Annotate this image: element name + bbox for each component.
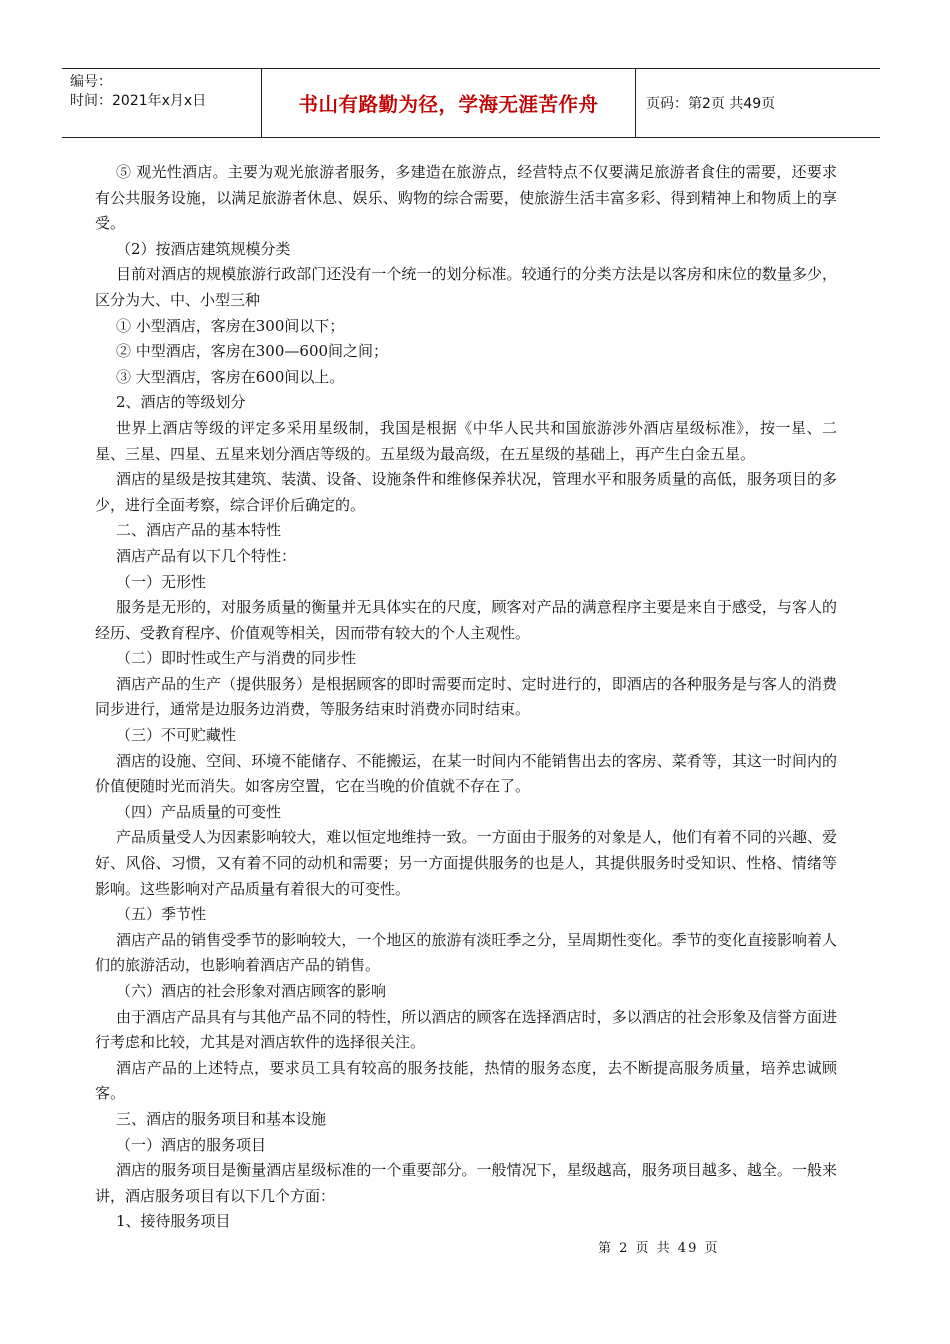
section-heading: 1、接待服务项目	[116, 1212, 231, 1231]
list-item: ③ 大型酒店，客房在600间以上。	[116, 367, 345, 386]
page-footer: 第 2 页 共 49 页	[598, 1241, 720, 1256]
header-page-info: 页码：第2页 共49页	[646, 96, 776, 112]
paragraph: 服务是无形的，对服务质量的衡量并无具体实在的尺度，顾客对产品的满意程序主要是来自于感受，与客人的经历、受教育程序、价值观等相关，因而带有较大的个人主观性。	[95, 598, 837, 642]
paragraph: 产品质量受人为因素影响较大，难以恒定地维持一致。一方面由于服务的对象是人，他们有着不同的兴趣、爱好、风俗、习惯，又有着不同的动机和需要；另一方面提供服务的也是人，其提供服务时受知识、性格、情绪等影响。这些影响对产品质量有着很大的可变性。	[95, 828, 837, 898]
section-heading: 2、酒店的等级划分	[116, 393, 246, 412]
section-heading: （二）即时性或生产与消费的同步性	[116, 649, 357, 668]
paragraph: ⑤ 观光性酒店。主要为观光旅游者服务，多建造在旅游点，经营特点不仅要满足旅游者食住的需要，还要求有公共服务设施，以满足旅游者休息、娱乐、购物的综合需要，使旅游生活丰富多彩、得到精神上和物质上的享受。	[95, 163, 837, 233]
section-heading: （四）产品质量的可变性	[116, 802, 282, 821]
section-heading: （五）季节性	[116, 905, 207, 924]
paragraph: 世界上酒店等级的评定多采用星级制，我国是根据《中华人民共和国旅游涉外酒店星级标准》，按一星、二星、三星、四星、五星来划分酒店等级的。五星级为最高级，在五星级的基础上，再产生白金五星。	[95, 418, 837, 463]
header-motto: 书山有路勤为径，学海无涯苦作舟	[262, 69, 636, 137]
paragraph: 酒店产品有以下几个特性：	[116, 546, 297, 565]
section-heading: （2）按酒店建筑规模分类	[116, 239, 291, 258]
paragraph: 由于酒店产品具有与其他产品不同的特性，所以酒店的顾客在选择酒店时，多以酒店的社会形象及信誉方面进行考虑和比较，尤其是对酒店软件的选择很关注。	[95, 1007, 837, 1052]
header-meta-cell	[62, 69, 262, 137]
paragraph: 酒店的星级是按其建筑、装潢、设备、设施条件和维修保养状况，管理水平和服务质量的高低，服务项目的多少，进行全面考察，综合评价后确定的。	[95, 470, 837, 514]
serial-label: 编号：	[70, 74, 112, 90]
paragraph: 目前对酒店的规模旅游行政部门还没有一个统一的划分标准。较通行的分类方法是以客房和床位的数量多少，区分为大、中、小型三种	[95, 265, 837, 309]
paragraph: 酒店的服务项目是衡量酒店星级标准的一个重要部分。一般情况下，星级越高，服务项目越多、越全。一般来讲，酒店服务项目有以下几个方面：	[95, 1161, 837, 1205]
paragraph: 酒店产品的销售受季节的影响较大，一个地区的旅游有淡旺季之分，呈周期性变化。季节的变化直接影响着人们的旅游活动，也影响着酒店产品的销售。	[95, 930, 837, 975]
section-heading: （三）不可贮藏性	[116, 726, 237, 745]
document-body	[95, 160, 837, 1235]
paragraph: 酒店的设施、空间、环境不能储存、不能搬运，在某一时间内不能销售出去的客房、菜肴等，其这一时间内的价值便随时光而消失。如客房空置，它在当晚的价值就不存在了。	[95, 751, 837, 796]
section-heading: 三、酒店的服务项目和基本设施	[116, 1109, 327, 1128]
paragraph: 酒店产品的上述特点，要求员工具有较高的服务技能，热情的服务态度，去不断提高服务质量，培养忠诚顾客。	[95, 1058, 837, 1103]
section-heading: （一）无形性	[116, 572, 207, 591]
section-heading: 二、酒店产品的基本特性	[116, 521, 282, 540]
date-text: 时间：2021年x月x日	[70, 93, 207, 109]
section-heading: （六）酒店的社会形象对酒店顾客的影响	[116, 982, 387, 1000]
document-header	[62, 68, 880, 138]
list-item: ① 小型酒店，客房在300间以下；	[116, 316, 345, 335]
section-heading: （一）酒店的服务项目	[116, 1135, 267, 1154]
list-item: ② 中型酒店，客房在300—600间之间；	[116, 342, 389, 361]
paragraph: 酒店产品的生产（提供服务）是根据顾客的即时需要而定时、定时进行的，即酒店的各种服务是与客人的消费同步进行，通常是边服务边消费，等服务结束时消费亦同时结束。	[95, 674, 837, 719]
